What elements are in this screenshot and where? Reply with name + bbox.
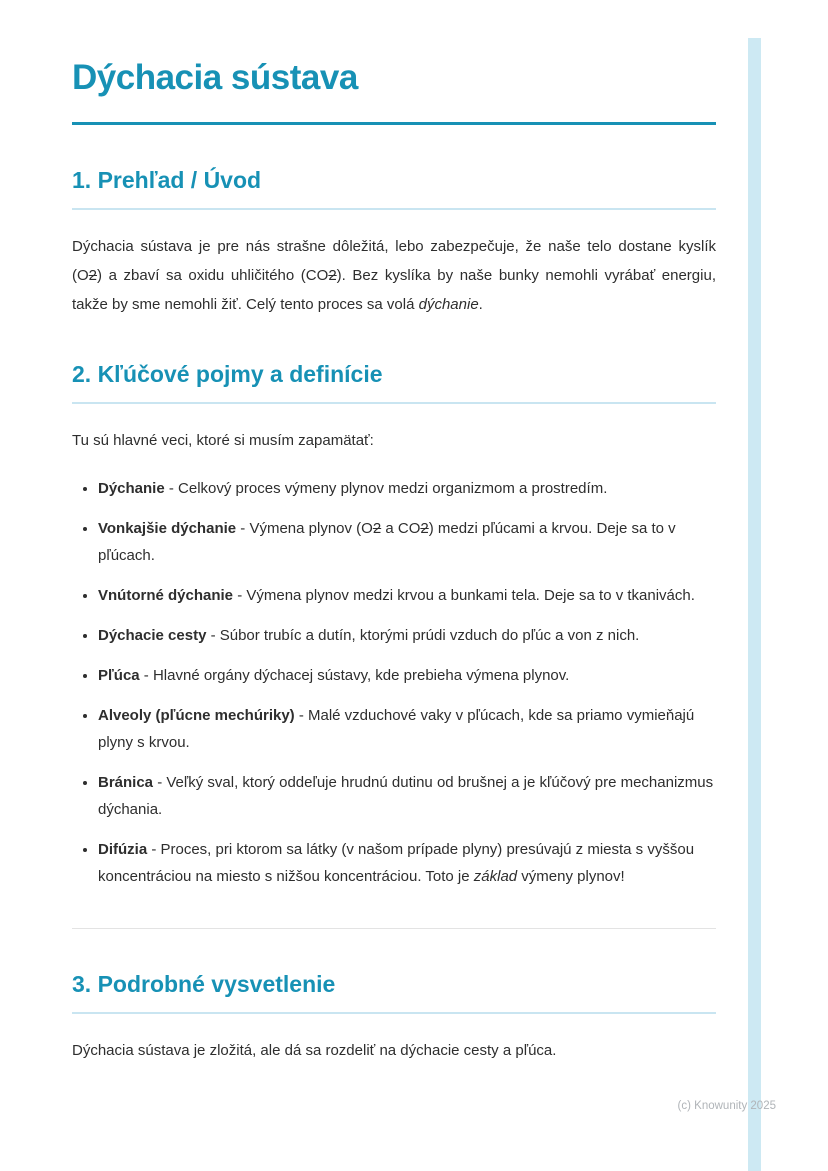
text-run: - Celkový proces výmeny plynov medzi organizmom a prostredím. xyxy=(164,480,608,498)
term-list-item xyxy=(98,662,716,689)
section-2-intro: Tu sú hlavné veci, ktoré si musím zapamätať: xyxy=(72,432,374,450)
page-title: Dýchacia sústava xyxy=(72,58,358,97)
right-accent-strip xyxy=(748,38,761,1171)
key-terms-list xyxy=(72,475,716,890)
document-content xyxy=(72,58,716,1065)
text-run: 2 xyxy=(328,267,337,285)
text-run: ) a zbaví sa oxidu uhličitého (CO xyxy=(97,267,329,285)
section-3-paragraph xyxy=(72,1036,716,1065)
text-run: základ xyxy=(473,868,518,886)
section-details xyxy=(72,971,716,1065)
text-run: 2 xyxy=(88,267,98,285)
section-key-terms xyxy=(72,361,716,890)
title-divider xyxy=(72,122,716,125)
text-run: - Výmena plynov (O xyxy=(236,520,373,538)
text-run: a CO xyxy=(381,520,421,538)
text-run: - Výmena plynov medzi krvou a bunkami tela. Deje sa to v tkanivách. xyxy=(233,587,695,605)
section-2-heading: 2. Kľúčové pojmy a definície xyxy=(72,361,716,404)
term-list-item xyxy=(98,515,716,569)
text-run: - Veľký sval, ktorý oddeľuje hrudnú dutinu od brušnej a je kľúčový pre mechanizmus dýchania. xyxy=(98,774,714,819)
text-run: Dýchacia sústava je zložitá, ale dá sa rozdeliť na dýchacie cesty a pľúca. xyxy=(72,1042,557,1060)
section-1-heading: 1. Prehľad / Úvod xyxy=(72,167,716,210)
term-list-item xyxy=(98,582,716,609)
text-run: dýchanie xyxy=(418,296,479,314)
section-1-paragraph xyxy=(72,232,716,319)
text-run: ) medzi pľúcami a krvou. Deje sa to v pľúcach. xyxy=(98,520,676,565)
text-run: Bránica xyxy=(98,774,154,792)
text-run: - Hlavné orgány dýchacej sústavy, kde prebieha výmena plynov. xyxy=(139,667,570,685)
text-run: - Proces, pri ktorom sa látky (v našom prípade plyny) presúvajú z miesta s vyššou koncentráciou na miesto s nižšou koncentráciou. Toto je xyxy=(98,841,695,886)
term-list-item xyxy=(98,836,716,890)
section-3-heading: 3. Podrobné vysvetlenie xyxy=(72,971,716,1014)
term-list-item xyxy=(98,622,716,649)
section-overview xyxy=(72,167,716,319)
text-run: Vnútorné dýchanie xyxy=(98,587,234,605)
text-run: ). Bez kyslíka by naše bunky nemohli vyrábať energiu, takže by sme nemohli žiť. Celý tento proces sa volá xyxy=(72,267,716,314)
text-run: Dýchacia sústava je pre nás strašne dôležitá, lebo zabezpečuje, že naše telo dostane kyslík (O xyxy=(72,238,716,285)
text-run: výmeny plynov! xyxy=(517,868,625,886)
text-run: Dýchanie xyxy=(98,480,165,498)
term-list-item xyxy=(98,702,716,756)
text-run: Dýchacie cesty xyxy=(98,627,207,645)
text-run: Vonkajšie dýchanie xyxy=(98,520,237,538)
text-run: . xyxy=(478,296,483,314)
text-run: Difúzia xyxy=(98,841,148,859)
term-list-item xyxy=(98,769,716,823)
text-run: - Malé vzduchové vaky v pľúcach, kde sa priamo vymieňajú plyny s krvou. xyxy=(98,707,695,752)
text-run: Alveoly (pľúcne mechúriky) xyxy=(98,707,295,725)
section-divider xyxy=(72,928,716,929)
text-run: 2 xyxy=(372,520,382,538)
text-run: - Súbor trubíc a dutín, ktorými prúdi vzduch do pľúc a von z nich. xyxy=(206,627,640,645)
text-run: Pľúca xyxy=(98,667,140,685)
text-run: 2 xyxy=(420,520,429,538)
copyright-footer: (c) Knowunity 2025 xyxy=(677,1100,776,1112)
term-list-item xyxy=(98,475,716,502)
